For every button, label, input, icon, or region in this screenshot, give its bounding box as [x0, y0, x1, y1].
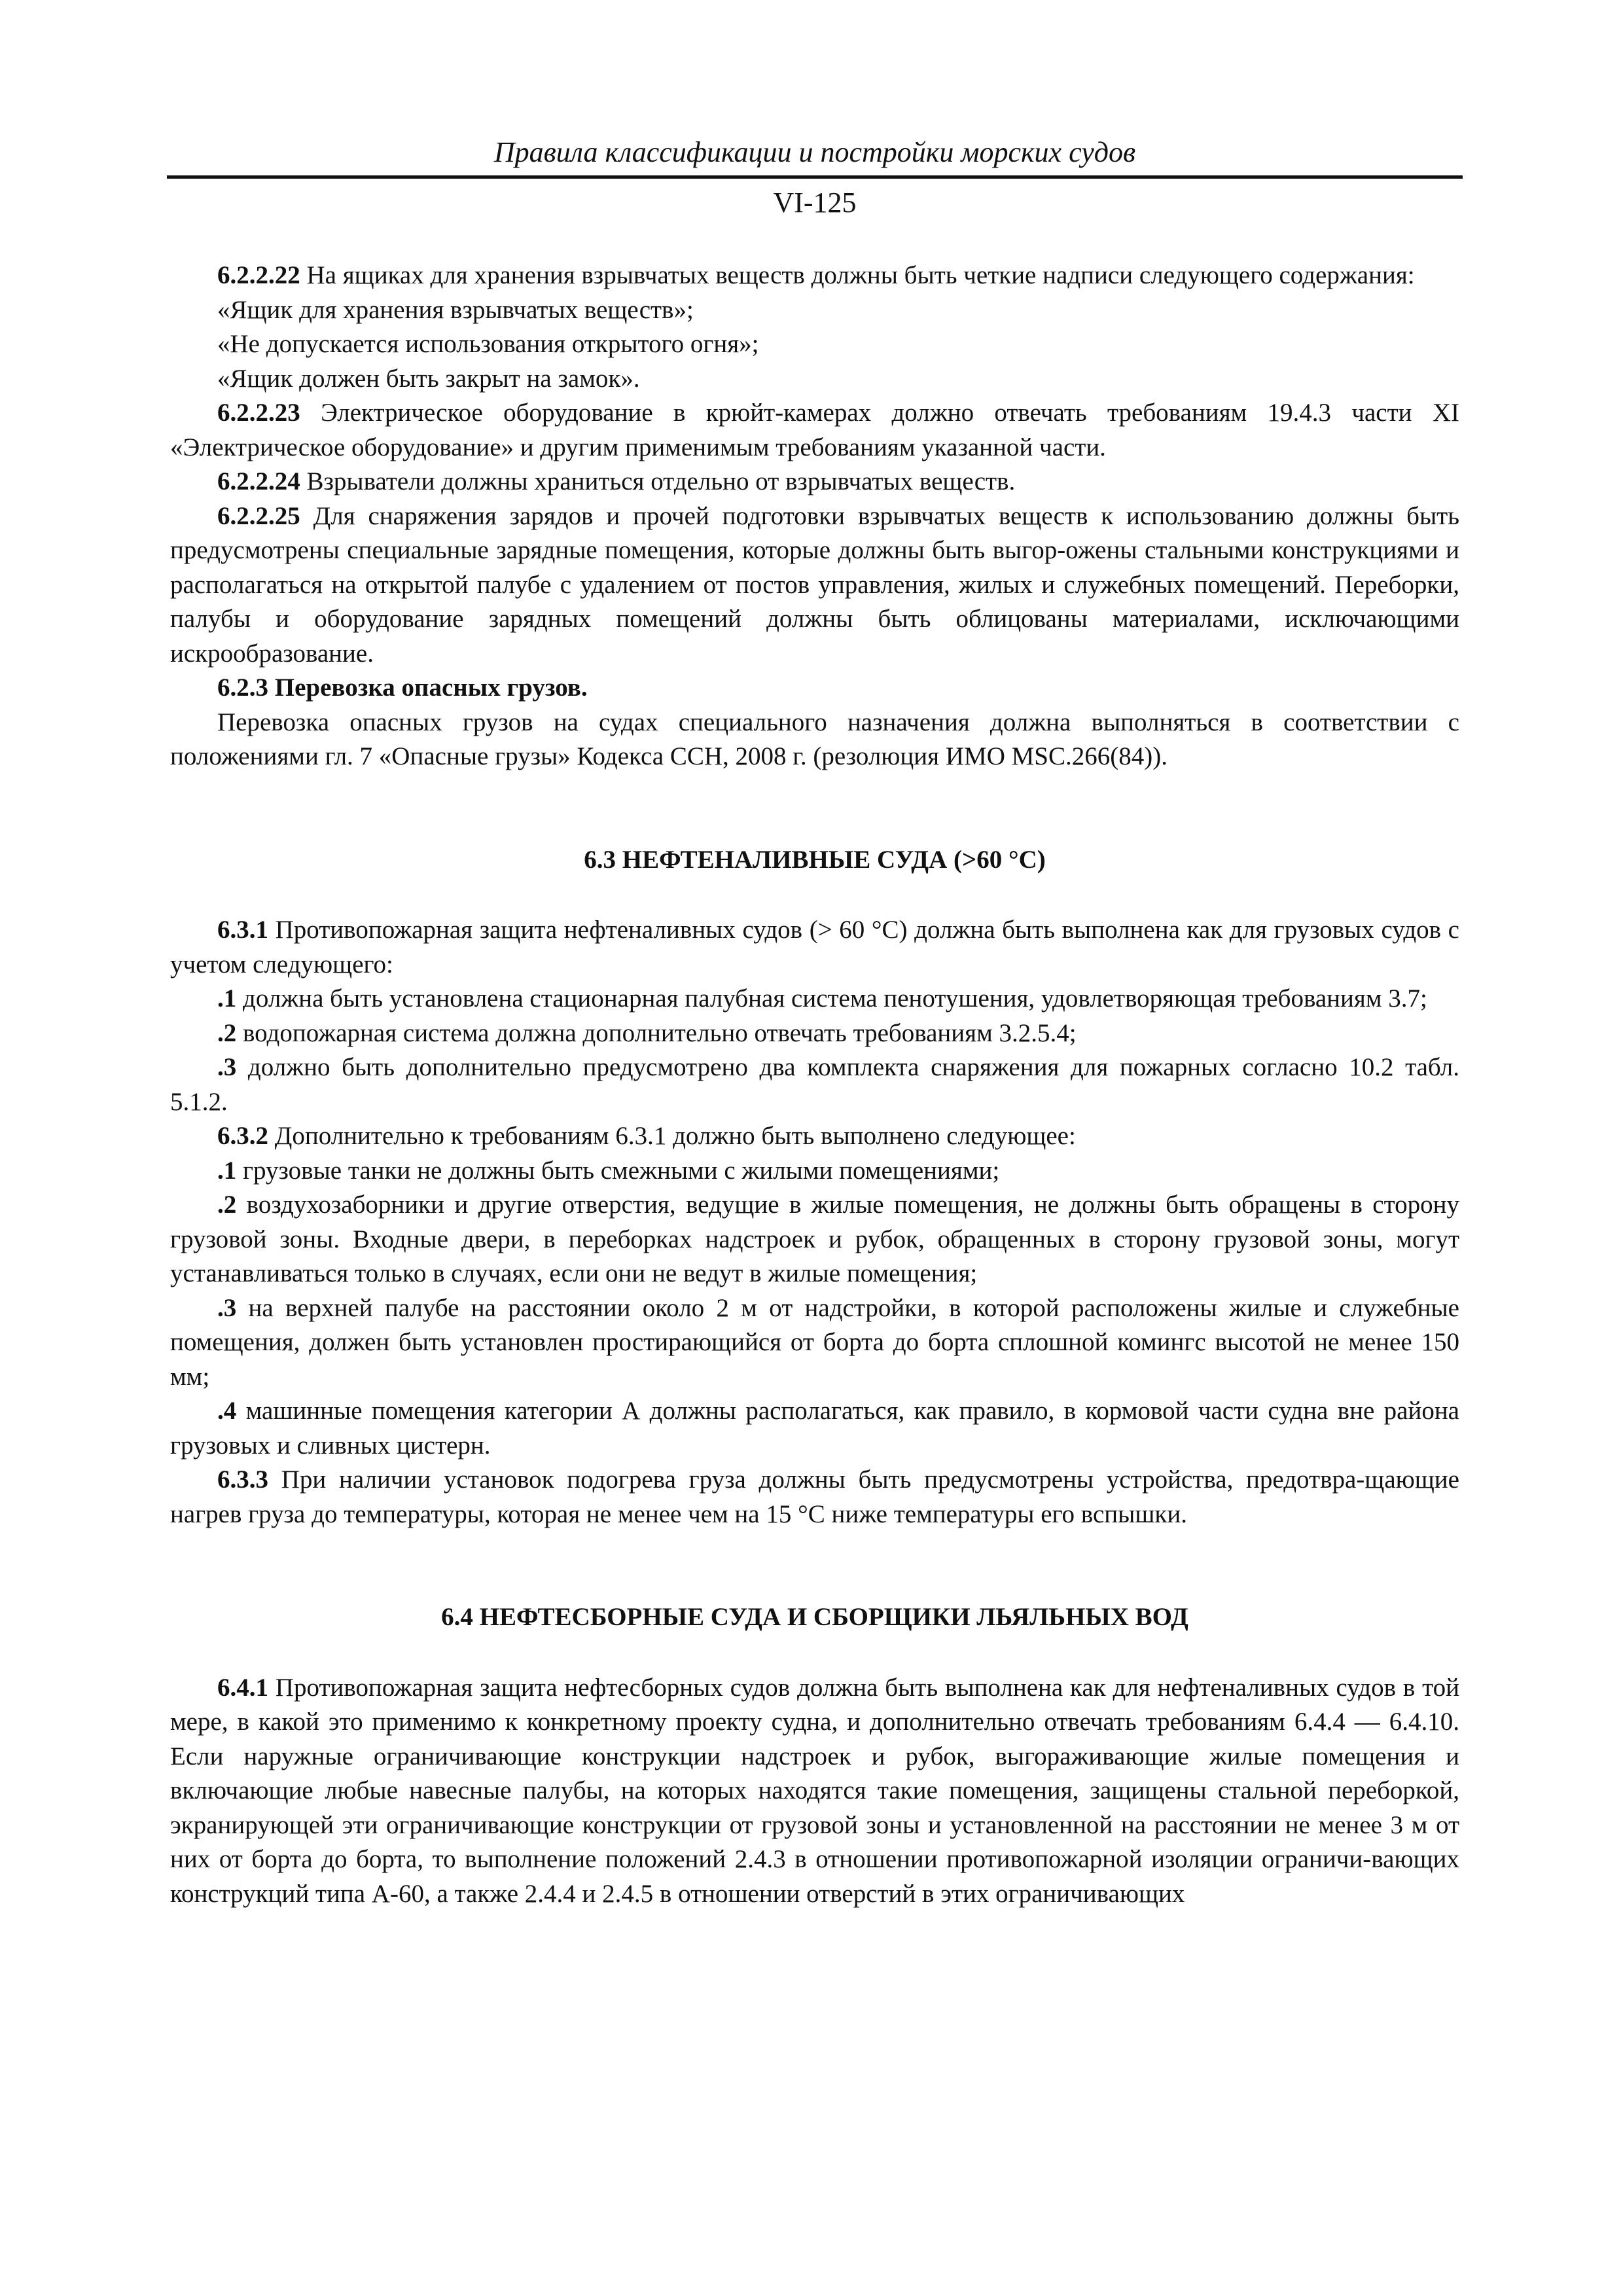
paragraph-dangerous-goods: Перевозка опасных грузов на судах специального назначения должна выполняться в соответствии с положениями гл. 7 «Опасные грузы» Кодекса ССН, 2008 г. (резолюция ИМО MSC.266(84)).: [170, 708, 1459, 770]
item-text: на верхней палубе на расстоянии около 2 м от надстройки, в которой расположены жилые и служебные помещения, должен быть установлен простирающийся от борта до борта сплошной комингс высотой не менее 150 мм;: [170, 1293, 1459, 1391]
document-body: [170, 259, 1459, 1911]
subsection-6-2-3: [170, 671, 1459, 706]
clause-number: 6.2.2.22: [217, 261, 300, 289]
clause-6-2-2-25: [170, 499, 1459, 672]
inscription-line: «Ящик для хранения взрывчатых веществ»;: [217, 295, 694, 324]
clause-number: 6.3.3: [217, 1465, 268, 1494]
section-heading-6-3: 6.3 НЕФТЕНАЛИВНЫЕ СУДА (>60 °C): [584, 845, 1046, 874]
clause-text: Для снаряжения зарядов и прочей подготовки взрывчатых веществ к использованию должны быть предусмотрены специальные зарядные помещения, которые должны быть выгор-ожены стальными конструкциями и располагаться на открытой палубе с удалением от постов управления, жилых и служебных помещений. Переборки, палубы и оборудование зарядных помещений должны быть облицованы материалами, исключающими искрообразование.: [170, 501, 1459, 668]
clause-number: 6.2.2.23: [217, 399, 300, 427]
clause-6-3-3: [170, 1463, 1459, 1532]
list-item: [170, 982, 1459, 1016]
item-number: .1: [217, 1156, 237, 1185]
clause-6-3-1: [170, 913, 1459, 982]
running-header-title: Правила классификации и постройки морских судов: [493, 136, 1136, 168]
item-number: .2: [217, 1018, 237, 1047]
subsection-title: 6.2.3 Перевозка опасных грузов.: [217, 673, 588, 702]
page-number: VI-125: [773, 187, 857, 219]
item-number: .3: [217, 1293, 237, 1322]
clause-number: 6.2.2.25: [217, 501, 300, 530]
clause-text: Противопожарная защита нефтесборных судов должна быть выполнена как для нефтеналивных судов в той мере, в какой это применимо к конкретному проекту судна, и дополнительно отвечать требованиям 6.4.4 — 6.4.10. Если наружные ограничивающие конструкции надстроек и рубок, выгораживающие жилые помещения и включающие любые навесные палубы, на которых находятся такие помещения, защищены стальной переборкой, экранирующей эти ограничивающие конструкции от грузовой зоны и установленной на расстоянии не менее 3 м от них от борта до борта, то выполнение положений 2.4.3 в отношении противопожарной изоляции ограничи-вающих конструкций типа А-60, а также 2.4.4 и 2.4.5 в отношении отверстий в этих ограничивающих: [170, 1673, 1459, 1908]
item-number: .2: [217, 1191, 237, 1219]
clause-number: 6.2.2.24: [217, 467, 300, 495]
inscription-line: «Не допускается использования открытого огня»;: [217, 330, 759, 358]
clause-number: 6.3.1: [217, 916, 268, 944]
clause-text: Электрическое оборудование в крюйт-камерах должно отвечать требованиям 19.4.3 части XI «Электрическое оборудование» и другим применимым требованиям указанной части.: [170, 399, 1459, 461]
list-item: [170, 1394, 1459, 1463]
clause-text: При наличии установок подогрева груза должны быть предусмотрены устройства, предотвра-щающие нагрев груза до температуры, которая не менее чем на 15 °C ниже температуры его вспышки.: [170, 1465, 1459, 1528]
header-divider: [167, 175, 1463, 179]
list-item: [170, 1188, 1459, 1291]
item-text: машинные помещения категории А должны располагаться, как правило, в кормовой части судна вне района грузовых и сливных цистерн.: [170, 1397, 1459, 1460]
list-item: [170, 1050, 1459, 1119]
clause-text: Дополнительно к требованиям 6.3.1 должно быть выполнено следующее:: [268, 1122, 1076, 1150]
clause-text: Противопожарная защита нефтеналивных судов (> 60 °C) должна быть выполнена как для грузовых судов с учетом следующего:: [170, 916, 1459, 978]
clause-6-3-2: [170, 1119, 1459, 1154]
section-heading-6-4: 6.4 НЕФТЕСБОРНЫЕ СУДА И СБОРЩИКИ ЛЬЯЛЬНЫХ ВОД: [441, 1603, 1188, 1631]
clause-6-2-2-24: [170, 465, 1459, 499]
clause-number: 6.3.2: [217, 1122, 268, 1150]
item-text: должна быть установлена стационарная палубная система пенотушения, удовлетворяющая требованиям 3.7;: [236, 984, 1427, 1013]
clause-text: На ящиках для хранения взрывчатых веществ должны быть четкие надписи следующего содержания:: [300, 261, 1415, 289]
list-item: [170, 1291, 1459, 1395]
inscription-line: «Ящик должен быть закрыт на замок».: [217, 364, 640, 393]
clause-6-2-2-23: [170, 396, 1459, 465]
clause-6-2-2-22: [170, 259, 1459, 293]
list-item: [170, 1016, 1459, 1051]
item-number: .4: [217, 1397, 237, 1425]
item-number: .1: [217, 984, 237, 1013]
clause-text: Взрыватели должны храниться отдельно от взрывчатых веществ.: [300, 467, 1016, 495]
item-text: воздухозаборники и другие отверстия, ведущие в жилые помещения, не должны быть обращены в сторону грузовой зоны. Входные двери, в переборках надстроек и рубок, обращенных в сторону грузовой зоны, могут устанавливаться только в случаях, если они не ведут в жилые помещения;: [170, 1191, 1459, 1287]
item-text: грузовые танки не должны быть смежными с жилыми помещениями;: [236, 1156, 1000, 1185]
list-item: [170, 1154, 1459, 1189]
item-text: водопожарная система должна дополнительно отвечать требованиям 3.2.5.4;: [236, 1018, 1077, 1047]
clause-6-4-1: [170, 1671, 1459, 1912]
item-number: .3: [217, 1053, 237, 1081]
clause-number: 6.4.1: [217, 1673, 268, 1702]
item-text: должно быть дополнительно предусмотрено два комплекта снаряжения для пожарных согласно 10.2 табл. 5.1.2.: [170, 1053, 1459, 1116]
